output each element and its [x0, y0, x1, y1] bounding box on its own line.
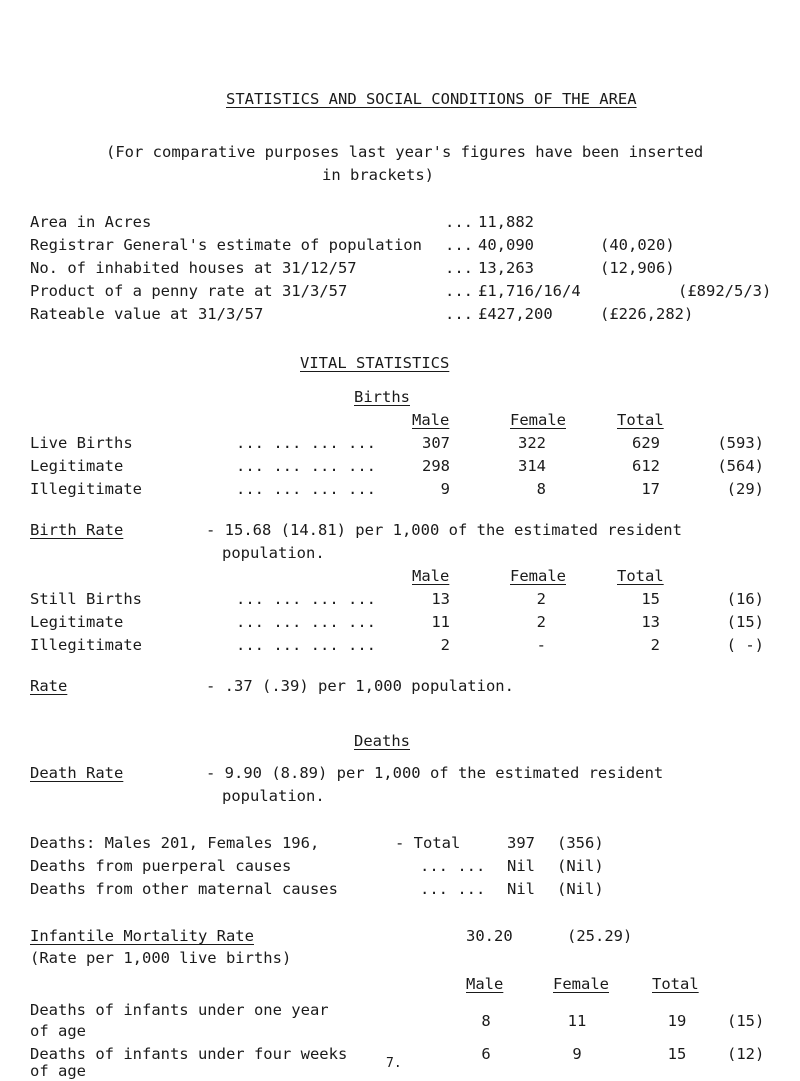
page-title: STATISTICS AND SOCIAL CONDITIONS OF THE AREA	[226, 90, 637, 108]
maternal-value: Nil	[507, 880, 535, 898]
still-header-male: Male	[412, 567, 450, 585]
infants-one-year-female: 11	[567, 1012, 587, 1030]
still-births-prev: (16)	[726, 590, 764, 608]
death-rate-text: - 9.90 (8.89) per 1,000 of the estimated resident	[206, 764, 664, 782]
still-illegitimate-male: 2	[440, 636, 450, 654]
infants-one-year-prev: (15)	[727, 1012, 765, 1030]
still-legitimate-dots: ... ... ... ...	[236, 613, 376, 631]
illegitimate-births-female: 8	[536, 480, 546, 498]
still-legitimate-prev: (15)	[726, 613, 764, 631]
population-label: Registrar General's estimate of population	[30, 236, 422, 254]
still-legitimate-label: Legitimate	[30, 613, 124, 631]
infants-four-weeks-female: 9	[572, 1045, 582, 1063]
infant-header-male: Male	[466, 975, 504, 993]
puerperal-label: Deaths from puerperal causes	[30, 857, 292, 875]
still-legitimate-male: 11	[431, 613, 450, 631]
area-label: Area in Acres	[30, 213, 152, 231]
deaths-total-mid: - Total	[395, 834, 461, 852]
illegitimate-births-label: Illegitimate	[30, 480, 142, 498]
infants-one-year-label-cont: of age	[30, 1022, 86, 1040]
houses-value: 13,263	[478, 259, 534, 277]
legitimate-births-prev: (564)	[717, 457, 764, 475]
penny-rate-dots: ...	[445, 282, 473, 300]
legitimate-births-dots: ... ... ... ...	[236, 457, 376, 475]
births-heading: Births	[354, 388, 410, 406]
infant-rate-value: 30.20	[466, 927, 513, 945]
still-legitimate-female: 2	[536, 613, 546, 631]
infants-four-weeks-total: 15	[667, 1045, 687, 1063]
still-births-male: 13	[431, 590, 450, 608]
infant-header-total: Total	[652, 975, 699, 993]
still-illegitimate-female: -	[536, 636, 546, 654]
legitimate-births-female: 314	[518, 457, 546, 475]
deaths-total-label: Deaths: Males 201, Females 196,	[30, 834, 320, 852]
infant-rate-sub: (Rate per 1,000 live births)	[30, 949, 292, 967]
still-illegitimate-prev: ( -)	[726, 636, 764, 654]
puerperal-dots: ... ...	[420, 857, 486, 875]
deaths-total-value: 397	[507, 834, 535, 852]
births-header-female: Female	[510, 411, 566, 429]
live-births-female: 322	[518, 434, 546, 452]
houses-dots: ...	[445, 259, 473, 277]
infants-four-weeks-label: Deaths of infants under four weeks	[30, 1045, 348, 1063]
still-births-total: 15	[641, 590, 660, 608]
live-births-label: Live Births	[30, 434, 133, 452]
live-births-male: 307	[422, 434, 450, 452]
houses-label: No. of inhabited houses at 31/12/57	[30, 259, 357, 277]
penny-rate-prev: (£892/5/3)	[678, 282, 772, 300]
rateable-value-value: £427,200	[478, 305, 553, 323]
illegitimate-births-dots: ... ... ... ...	[236, 480, 376, 498]
legitimate-births-label: Legitimate	[30, 457, 124, 475]
still-births-dots: ... ... ... ...	[236, 590, 376, 608]
death-rate-label: Death Rate	[30, 764, 124, 782]
infants-one-year-label: Deaths of infants under one year	[30, 1001, 329, 1019]
illegitimate-births-prev: (29)	[726, 480, 764, 498]
population-prev: (40,020)	[600, 236, 675, 254]
deaths-total-prev: (356)	[557, 834, 604, 852]
legitimate-births-total: 612	[632, 457, 660, 475]
population-dots: ...	[445, 236, 473, 254]
birth-rate-text: - 15.68 (14.81) per 1,000 of the estimated resident	[206, 521, 682, 539]
live-births-total: 629	[632, 434, 660, 452]
infants-one-year-male: 8	[481, 1012, 491, 1030]
births-header-total: Total	[617, 411, 664, 429]
illegitimate-births-male: 9	[440, 480, 450, 498]
maternal-dots: ... ...	[420, 880, 486, 898]
still-legitimate-total: 13	[641, 613, 660, 631]
infant-rate-label: Infantile Mortality Rate	[30, 927, 254, 945]
birth-rate-label: Birth Rate	[30, 521, 124, 539]
intro-line-2: in brackets)	[322, 166, 434, 184]
area-value: 11,882	[478, 213, 534, 231]
still-rate-label: Rate	[30, 677, 68, 695]
still-header-total: Total	[617, 567, 664, 585]
still-illegitimate-label: Illegitimate	[30, 636, 142, 654]
infants-one-year-total: 19	[667, 1012, 687, 1030]
penny-rate-value: £1,716/16/4	[478, 282, 581, 300]
population-value: 40,090	[478, 236, 534, 254]
rateable-value-prev: (£226,282)	[600, 305, 694, 323]
puerperal-prev: (Nil)	[557, 857, 604, 875]
legitimate-births-male: 298	[422, 457, 450, 475]
page-number: 7.	[386, 1056, 402, 1071]
infant-rate-prev: (25.29)	[567, 927, 633, 945]
still-illegitimate-total: 2	[650, 636, 660, 654]
live-births-prev: (593)	[717, 434, 764, 452]
still-births-label: Still Births	[30, 590, 142, 608]
infants-four-weeks-label-cont: of age	[30, 1062, 86, 1080]
houses-prev: (12,906)	[600, 259, 675, 277]
birth-rate-text-cont: population.	[222, 544, 325, 562]
maternal-prev: (Nil)	[557, 880, 604, 898]
deaths-heading: Deaths	[354, 732, 410, 750]
maternal-label: Deaths from other maternal causes	[30, 880, 338, 898]
death-rate-text-cont: population.	[222, 787, 325, 805]
puerperal-value: Nil	[507, 857, 535, 875]
rateable-value-dots: ...	[445, 305, 473, 323]
still-header-female: Female	[510, 567, 566, 585]
births-header-male: Male	[412, 411, 450, 429]
still-rate-text: - .37 (.39) per 1,000 population.	[206, 677, 514, 695]
illegitimate-births-total: 17	[641, 480, 660, 498]
intro-line-1: (For comparative purposes last year's figures have been inserted	[106, 143, 704, 161]
still-births-female: 2	[536, 590, 546, 608]
infants-four-weeks-prev: (12)	[727, 1045, 765, 1063]
penny-rate-label: Product of a penny rate at 31/3/57	[30, 282, 348, 300]
live-births-dots: ... ... ... ...	[236, 434, 376, 452]
infants-four-weeks-male: 6	[481, 1045, 491, 1063]
area-dots: ...	[445, 213, 473, 231]
vital-statistics-heading: VITAL STATISTICS	[300, 354, 450, 372]
still-illegitimate-dots: ... ... ... ...	[236, 636, 376, 654]
rateable-value-label: Rateable value at 31/3/57	[30, 305, 264, 323]
infant-header-female: Female	[553, 975, 609, 993]
